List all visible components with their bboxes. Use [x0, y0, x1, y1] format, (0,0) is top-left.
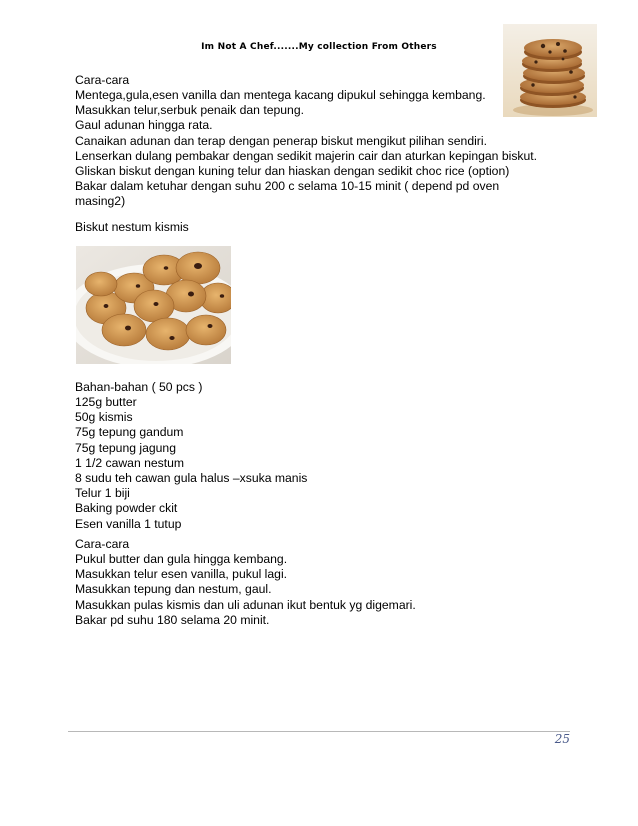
cookie-plate-photo — [76, 246, 231, 364]
section-heading-method-1: Cara-cara — [75, 73, 130, 87]
list-item: Gliskan biskut dengan kuning telur dan hiaskan dengan sedikit choc rice (option) — [75, 164, 510, 179]
list-item: 125g butter — [75, 395, 137, 409]
list-item: Masukkan tepung dan nestum, gaul. — [75, 582, 272, 597]
ingredients-heading: Bahan-bahan ( 50 pcs ) — [75, 380, 203, 394]
list-item: Bakar pd suhu 180 selama 20 minit. — [75, 612, 270, 627]
list-item: Gaul adunan hingga rata. — [75, 118, 213, 133]
list-item: masing2) — [75, 194, 126, 209]
list-item: Telur 1 biji — [75, 486, 130, 501]
ingredients-list — [75, 395, 307, 532]
list-item: Mentega,gula,esen vanilla dan mentega kacang dipukul sehingga kembang. — [75, 88, 486, 102]
footer-divider — [68, 731, 570, 732]
method-1-list — [75, 88, 537, 210]
list-item: 1 1/2 cawan nestum — [75, 455, 185, 470]
list-item: 75g tepung gandum — [75, 425, 184, 440]
section-heading-method-2: Cara-cara — [75, 537, 130, 551]
list-item: Pukul butter dan gula hingga kembang. — [75, 552, 288, 566]
list-item: Masukkan telur,serbuk penaik dan tepung. — [75, 103, 305, 118]
recipe-title: Biskut nestum kismis — [75, 220, 189, 234]
page-number: 25 — [554, 732, 570, 746]
list-item: Esen vanilla 1 tutup — [75, 516, 182, 531]
list-item: Masukkan pulas kismis dan uli adunan ikut bentuk yg digemari. — [75, 597, 416, 612]
list-item: Masukkan telur esen vanilla, pukul lagi. — [75, 567, 288, 582]
page-header-title: Im Not A Chef.......My collection From Others — [201, 42, 437, 52]
list-item: 50g kismis — [75, 410, 133, 425]
method-2-list — [75, 552, 416, 628]
list-item: 8 sudu teh cawan gula halus –xsuka manis — [75, 471, 308, 486]
list-item: 75g tepung jagung — [75, 440, 176, 455]
list-item: Lenserkan dulang pembakar dengan sedikit majerin cair dan aturkan kepingan biskut. — [75, 148, 538, 163]
list-item: Baking powder ckit — [75, 501, 178, 516]
list-item: Canaikan adunan dan terap dengan penerap biskut mengikut pilihan sendiri. — [75, 133, 487, 148]
list-item: Bakar dalam ketuhar dengan suhu 200 c selama 10-15 minit ( depend pd oven — [75, 179, 500, 194]
